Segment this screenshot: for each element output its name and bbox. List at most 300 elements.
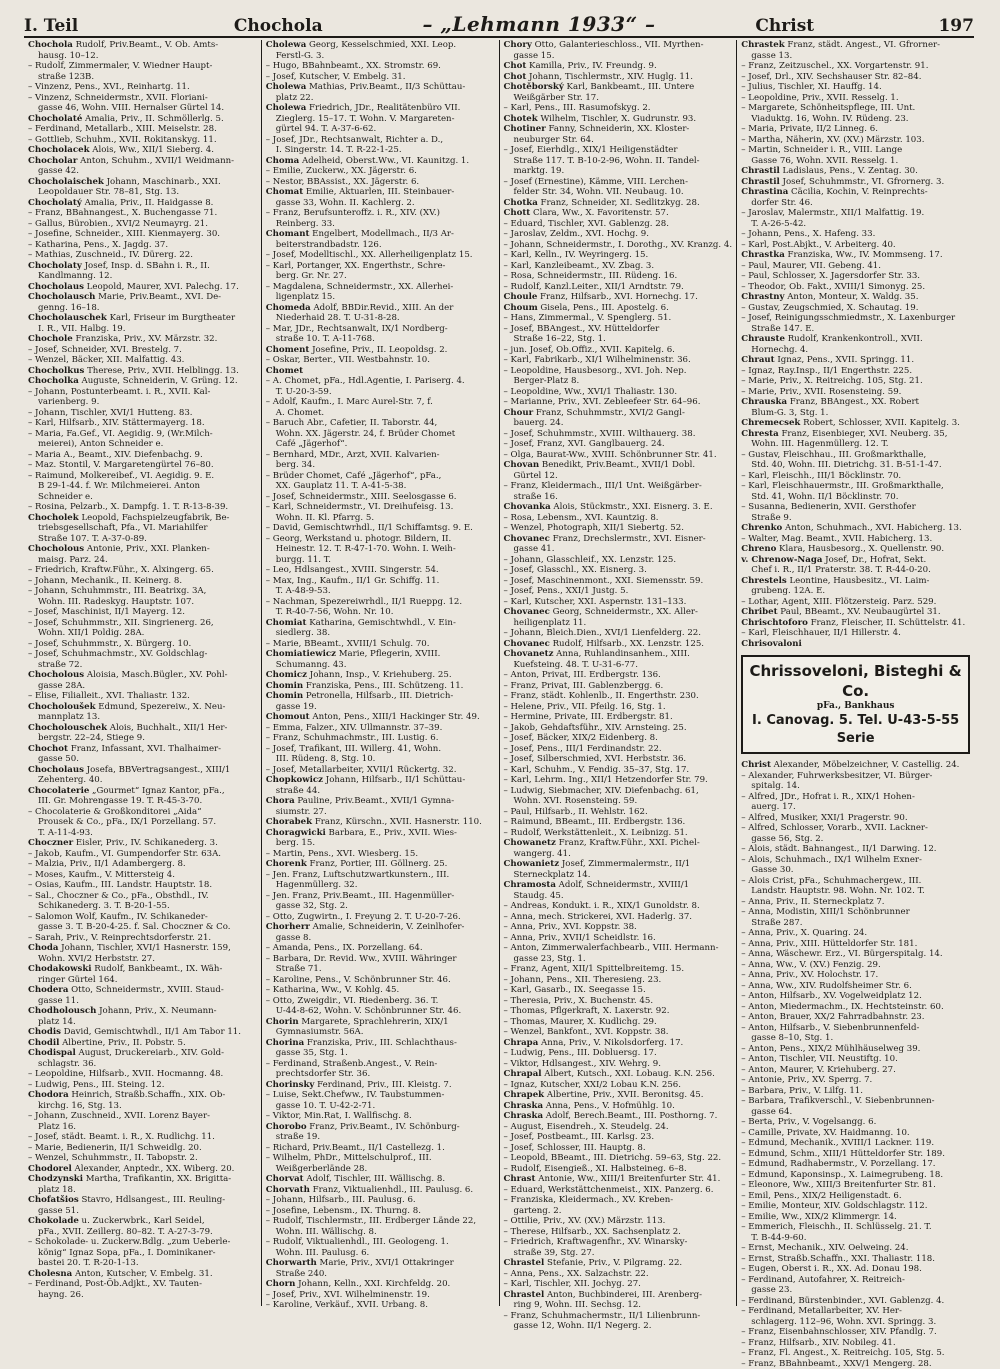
directory-entry-line: Choczner Eisler, Priv., IV. Schikanederg. 3. <box>28 838 257 849</box>
directory-entry-line: Wohn. XX. Jägerstr. 24, f. Brüder Chomet <box>266 429 495 440</box>
directory-entry-line: Chodispal August, Druckereiarb., XIV. Gold- <box>28 1048 257 1059</box>
directory-entry-line: Gymnasiumstr. 56A. <box>266 1027 495 1038</box>
directory-entry-line: – Barbara, Trafikverschl., V. Siebenbrunnen- <box>741 1096 970 1107</box>
directory-entry-line: – Josef, JDr., Rechtsanwalt, Richter a. D., <box>266 135 495 146</box>
directory-entry-line: – Eduard, Tischler, XVI. Gablenzg. 28. <box>504 219 733 230</box>
directory-entry-line: T. A-11-4-93. <box>28 828 257 839</box>
directory-entry-line: Chocholka Auguste, Schneiderin, V. Grüng. 12. <box>28 376 257 387</box>
directory-entry-line: – Alfred, Schlosser, Vorarb., XVII. Lackner- <box>741 823 970 834</box>
directory-entry-line: – Karl, Fleischh., III/1 Böcklinstr. 70. <box>741 471 970 482</box>
directory-entry-line: – Thomas, Maurer, X. Kudlichg. 29. <box>504 1017 733 1028</box>
directory-entry-line: gasse 41. <box>504 544 733 555</box>
directory-entry-line: – Johann, Bleich.Dien., XVI/1 Lienfelderg. 22. <box>504 628 733 639</box>
directory-entry-line: – Josef, Maschinist, II/1 Mayerg. 12. <box>28 607 257 618</box>
directory-entry-line: – Rudolf, Kanzl.Leiter., XII/1 Arndtstr. 79. <box>504 282 733 293</box>
directory-entry-line: – Alfred, JDr., Hofrat i. R., XIX/1 Hohen- <box>741 792 970 803</box>
directory-entry-line: – Josef, Drl., XIV. Sechshauser Str. 82–84. <box>741 72 970 83</box>
directory-entry-line: Chotek Wilhelm, Tischler, X. Gudrunstr. 93. <box>504 114 733 125</box>
directory-entry-line: Chocholacek Alois, Ww., XII/1 Sieberg. 4. <box>28 145 257 156</box>
directory-entry-line: – Amanda, Pens., IX. Porzellang. 64. <box>266 943 495 954</box>
directory-entry-line: – Vinzenz, Schneidermstr., XVII. Floriani- <box>28 93 257 104</box>
directory-entry-line: gasse 8–10, Stg. 1. <box>741 1033 970 1044</box>
directory-entry-line: Chomin Franziska, Pens., III. Schützeng. 11. <box>266 681 495 692</box>
advertisement-address: I. Canovag. 5. Tel. U-43-5-55 Serie <box>745 712 966 748</box>
directory-entry-line: spitalg. 14. <box>741 781 970 792</box>
directory-entry-line: Chomin Petronella, Hilfsarb., III. Dietrich- <box>266 691 495 702</box>
directory-entry-line: Choma Adelheid, Oberst.Ww., VI. Kaunitzg. 1. <box>266 156 495 167</box>
directory-entry-line: – Viktor, Min.Rat, I. Wallfischg. 8. <box>266 1111 495 1122</box>
directory-entry-line: Choda Johann, Tischler, XVI/1 Hasnerstr. 159, <box>28 943 257 954</box>
directory-entry-line: – Karl, Fabrikarb., XI/1 Wilhelminenstr. 36. <box>504 355 733 366</box>
directory-entry-line: – Gustav, Zeugschmied, X. Schautag. 19. <box>741 303 970 314</box>
directory-entry-line: III. Gr. Mohrengasse 19. T. R-45-3-70. <box>28 796 257 807</box>
directory-entry-line: – Leopold, BBeamt., III. Dietrichg. 59–63, Stg. 22. <box>504 1153 733 1164</box>
directory-entry-line: – Josef, Schlosser, III. Hauptg. 8. <box>504 1143 733 1154</box>
directory-entry-line: – Ernst, Mechanik., XIV. Oelweing. 24. <box>741 1243 970 1254</box>
directory-entry-line: – Franz, Schuhmachermstr., II/1 Lilienbrunn- <box>504 1311 733 1322</box>
directory-entry-line: Chrastka Franziska, Ww., IV. Mommseng. 17. <box>741 250 970 261</box>
directory-entry-line: – Josef, Schneider, XVI. Brestelg. 7. <box>28 345 257 356</box>
directory-entry-line: Chrast Antonie, Ww., XIII/1 Breitenfurter Str. 41. <box>504 1174 733 1185</box>
directory-entry-line: Chomiatiewicz Marie, Pflegerin, XVIII. <box>266 649 495 660</box>
directory-entry-line: Chot Kamilla, Priv., IV. Freundg. 9. <box>504 61 733 72</box>
directory-entry-line: Wohn. XII/1 Poldig. 28A. <box>28 628 257 639</box>
directory-entry-line: – Otto, Zugwirtn., I. Freyung 2. T. U-20-7-26. <box>266 912 495 923</box>
directory-entry-line: – Martin, Pens., XVI. Wiesberg. 15. <box>266 849 495 860</box>
directory-entry-line: – Walter, Mag. Beamt., XVII. Habicherg. 13. <box>741 534 970 545</box>
directory-entry-line: Chraska Adolf, Berech.Beamt., III. Posthorng. 7. <box>504 1111 733 1122</box>
directory-entry-line: – Friedrich, Kraftw.Führ., X. Alxingerg. 65. <box>28 565 257 576</box>
directory-entry-line: dorfer Str. 46. <box>741 198 970 209</box>
directory-entry-line: Landstr. Hauptstr. 98. Wohn. Nr. 102. T. <box>741 886 970 897</box>
directory-entry-line: bauerg. 24. <box>504 418 733 429</box>
directory-entry-line: siumstr. 27. <box>266 807 495 818</box>
directory-entry-line: schlagerg. 112–96, Wohn. XVI. Springg. 3. <box>741 1317 970 1328</box>
directory-entry-line: – Josef, Silberschmied, XVI. Herbststr. 36. <box>504 754 733 765</box>
directory-entry-line: garteng. 2. <box>504 1206 733 1217</box>
directory-entry-line: – Maria, Private, II/2 Linneg. 6. <box>741 124 970 135</box>
directory-entry-line: Schikanederg. 3. T. B-20-1-55. <box>28 901 257 912</box>
directory-entry-line: – Josef, Kutscher, V. Embelg. 31. <box>266 72 495 83</box>
directory-entry-line: Chomant Engelbert, Modellmach., II/3 Ar- <box>266 229 495 240</box>
directory-entry-line: Chour Franz, Schuhmmstr., XVI/2 Gangl- <box>504 408 733 419</box>
directory-entry-line: Chrastel Anton, Buchbinderei, III. Arenberg- <box>504 1290 733 1301</box>
directory-entry-line: Chocholous Antonie, Priv., XXI. Planken- <box>28 544 257 555</box>
directory-entry-line: – Karl, Post.Abjkt., V. Arbeiterg. 40. <box>741 240 970 251</box>
directory-entry-line: – Jaroslav, Malermstr., XII/1 Malfattig. 19. <box>741 208 970 219</box>
directory-entry-line: T. B-44-9-60. <box>741 1233 970 1244</box>
directory-entry-line: Chocholar Anton, Schuhm., XVII/1 Weidmann- <box>28 156 257 167</box>
directory-entry-line: I. R., VII. Halbg. 19. <box>28 324 257 335</box>
directory-entry-line: – Josef, städt. Beamt. i. R., X. Rudlichg. 11. <box>28 1132 257 1143</box>
directory-entry-line: Cholewa Georg, Kesselschmied, XXI. Leop. <box>266 40 495 51</box>
directory-entry-line: – Schokolade- u. Zuckerw.Bdlg. „zum Ueberle- <box>28 1237 257 1248</box>
directory-entry-line: Chott Clara, Ww., X. Favoritenstr. 57. <box>504 208 733 219</box>
directory-entry-line: – Karl, Schneidermstr., VI. Dreihufeisg. 13. <box>266 502 495 513</box>
directory-entry-line: Leopoldauer Str. 78–81, Stg. 13. <box>28 187 257 198</box>
directory-entry-line: Chorobo Franz, Priv.Beamt., IV. Schönburg- <box>266 1122 495 1133</box>
directory-entry-line: – Leopoldine, Ww., XVI/1 Thaliastr. 130. <box>504 387 733 398</box>
directory-entry-line: – Barbara, Priv., V. Lilfg. 11. <box>741 1086 970 1097</box>
directory-entry-line: Chorvath Franz, Viktualienhdl., III. Paulusg. 6. <box>266 1185 495 1196</box>
directory-entry-line: – Otto, Zweigdir., VI. Riedenberg. 36. T. <box>266 996 495 1007</box>
directory-entry-line: – Franz, BBahnangest., X. Buchengasse 71. <box>28 208 257 219</box>
directory-entry-line: gasse 15. <box>504 51 733 62</box>
directory-entry-line: – Leopoldine, Hilfsarb., XVII. Hocmanng. 48. <box>28 1069 257 1080</box>
directory-entry-line: – Anna, mech. Strickerei, XVI. Haderlg. 37. <box>504 912 733 923</box>
directory-entry-line: siedlerg. 38. <box>266 628 495 639</box>
directory-entry-line: Chodera Otto, Schneidermstr., XVIII. Staud- <box>28 985 257 996</box>
directory-column-4 <box>737 40 974 1306</box>
directory-entry-line: Chodholousch Johann, Priv., X. Neumann- <box>28 1006 257 1017</box>
directory-entry-line: – Marie, Priv., X. Reitreichg. 105, Stg. 21. <box>741 376 970 387</box>
directory-entry-line: T. U-20-3-59. <box>266 387 495 398</box>
directory-entry-line: XX. Gauplatz 11. T. A-41-5-38. <box>266 481 495 492</box>
directory-entry-line: – Maria, Fa.Gef., VI. Aegidig. 9, (Wr.Milch- <box>28 429 257 440</box>
directory-entry-line: – Josef, Schuhmmstr., XII. Singrienerg. 26, <box>28 618 257 629</box>
directory-entry-line: – Marianne, Priv., XVI. Zebleefeer Str. 64–96. <box>504 397 733 408</box>
directory-entry-line: – Josef, Bäcker, XIX/2 Eidenberg. 8. <box>504 733 733 744</box>
directory-entry-line: – Anna, Priv., II. Sterneckplatz 7. <box>741 897 970 908</box>
directory-entry-line: Weißgerberlände 28. <box>266 1164 495 1175</box>
directory-entry-line: – Jen. Franz, Priv.Beamt., III. Hagenmüller- <box>266 891 495 902</box>
directory-entry-line: Staudg. 45. <box>504 891 733 902</box>
directory-entry-line: Chofatšios Stavro, Hdlsangest., III. Reuling- <box>28 1195 257 1206</box>
directory-entry-line: Chodzynski Martha, Trafikantin, XX. Brigitta- <box>28 1174 257 1185</box>
directory-entry-line: straße 123B. <box>28 72 257 83</box>
directory-column-1 <box>24 40 262 1306</box>
directory-entry-line: – Ludwig, Pens., III. Dobluersg. 17. <box>504 1048 733 1059</box>
directory-entry-line: – Oskar, Berter., VII. Westbahnstr. 10. <box>266 355 495 366</box>
directory-entry-line: gasse 51. <box>28 1206 257 1217</box>
directory-entry-line: – Emilie, Zuckerw., XX. Jägerstr. 6. <box>266 166 495 177</box>
directory-columns <box>24 40 974 1306</box>
directory-entry-line: platz 22. <box>266 93 495 104</box>
directory-entry-line: – Susanna, Bedienerin, XVII. Gersthofer <box>741 502 970 513</box>
directory-entry-line: wangerg. 41. <box>504 849 733 860</box>
directory-entry-line: – Karl, Lehrm. Ing., XII/1 Hetzendorfer Str. 79. <box>504 775 733 786</box>
directory-entry-line: – Anton, Hilfsarb., V. Siebenbrunnenfeld- <box>741 1023 970 1034</box>
directory-entry-line: – Ferdinand, Metallarbeiter, XV. Her- <box>741 1306 970 1317</box>
directory-entry-line: marktg. 19. <box>504 166 733 177</box>
directory-entry-line: Chotiner Fanny, Schneiderin, XX. Kloster- <box>504 124 733 135</box>
directory-entry-line: – Magdalena, Schneidermstr., XX. Allerhei- <box>266 282 495 293</box>
directory-entry-line: – Karl, Tischler, XII. Jochyg. 27. <box>504 1279 733 1290</box>
directory-entry-line: – Franz, Hilfsarb., XIV. Nobileg. 41. <box>741 1338 970 1349</box>
directory-entry-line: – Leopoldine, Hausbesorg., XVI. Joh. Nep. <box>504 366 733 377</box>
directory-entry-line: gasse 10. T. U-42-2-71. <box>266 1101 495 1112</box>
directory-entry-line: Chreno Klara, Hausbesorg., X. Quellenstr. 90. <box>741 544 970 555</box>
advertisement-name: Chrissoveloni, Bisteghi & Co. <box>745 661 966 701</box>
directory-entry-line: straße 44. <box>266 786 495 797</box>
directory-entry-line: – Gustav, Fleischhau., III. Großmarkthalle, <box>741 450 970 461</box>
directory-entry-line: – Karl, Kelln., IV. Weyringerg. 15. <box>504 250 733 261</box>
directory-entry-line: – Alfred, Musiker, XXI/1 Pragerstr. 90. <box>741 813 970 824</box>
directory-entry-line: genng. 16–18. <box>28 303 257 314</box>
directory-entry-line: – Josef, Modelltischl., XX. Allerheiligenplatz 15. <box>266 250 495 261</box>
directory-entry-line: – Max, Ing., Kaufm., II/1 Gr. Schiffg. 11. <box>266 576 495 587</box>
directory-entry-line: – Edmund, Mechanik., XVIII/1 Lackner. 119. <box>741 1138 970 1149</box>
directory-entry-line: – Josef, Schuhmmstr., X. Bürgerg. 10. <box>28 639 257 650</box>
directory-entry-line: platz 18. <box>28 1185 257 1196</box>
directory-entry-line: Wohn. II. Kl. Pfarrg. 5. <box>266 513 495 524</box>
directory-entry-line: – Ottilie, Priv., XV. (XV.) Märzstr. 113. <box>504 1216 733 1227</box>
directory-entry-line: – Antonie, Priv., XV. Sperrg. 7. <box>741 1075 970 1086</box>
directory-entry-line: gasse 23. <box>741 1285 970 1296</box>
directory-entry-line: – Karoline, Verkäuf., XVII. Urbang. 8. <box>266 1300 495 1311</box>
directory-entry-line: – Theodor, Ob. Fakt., XVIII/1 Simonyg. 25. <box>741 282 970 293</box>
directory-entry-line: – Jakob, Gehdaftsführ., XIV. Arnsteing. 25. <box>504 723 733 734</box>
directory-entry-line: Chovanec Rudolf, Hilfsarb., XX. Lenzstr. 125. <box>504 639 733 650</box>
directory-entry-line: – Ludwig, Siebmacher, XIV. Diefenbachg. 61, <box>504 786 733 797</box>
directory-entry-line: Chrestels Leontine, Hausbesitz., VI. Laim- <box>741 576 970 587</box>
directory-entry-line: platz 14. <box>28 1017 257 1028</box>
directory-entry-line: Heinestr. 12. T. R-47-1-70. Wohn. I. Weih- <box>266 544 495 555</box>
directory-entry-line: I. Singerstr. 14. T. R-22-1-25. <box>266 145 495 156</box>
directory-entry-line: Chorwarth Marie, Priv., XVI/1 Ottakringer <box>266 1258 495 1269</box>
directory-entry-line: Chrapek Albertine, Priv., XVII. Beronitsg. 45. <box>504 1090 733 1101</box>
directory-entry-line: – Rudolf, Zimmermaler, V. Wiedner Haupt- <box>28 61 257 72</box>
directory-entry-line: – Ignaz, Kutscher, XXI/2 Lobau K.N. 256. <box>504 1080 733 1091</box>
directory-entry-line: – Anna, Priv., XVI. Koppstr. 38. <box>504 922 733 933</box>
directory-entry-line: pFa., XVII. Zeillerg. 80–82. T. A-27-3-79. <box>28 1227 257 1238</box>
directory-entry-line: Chrisovaloni <box>741 639 970 650</box>
directory-entry-line: – Rudolf, Tischlermstr., III. Erdberger Lände 22, <box>266 1216 495 1227</box>
directory-entry-line: – David, Gemischtwrhdl., II/1 Schiffamtsg. 9. E. <box>266 523 495 534</box>
directory-entry-line: Chot Johann, Tischlermstr., XIV. Huglg. 11. <box>504 72 733 83</box>
directory-entry-line: – Anton, Privat, III. Erdbergstr. 136. <box>504 670 733 681</box>
directory-entry-line: – Ferdinand, Post-Öb.Adjkt., XV. Tauten- <box>28 1279 257 1290</box>
directory-entry-line: Chochole Franziska, Priv., XV. Märzstr. 32. <box>28 334 257 345</box>
directory-entry-line: – Anton, Pens., XIX/2 Mühlhäuselweg 39. <box>741 1044 970 1055</box>
directory-entry-line: Chomiat Katharina, Gemischtwhdl., V. Ein- <box>266 618 495 629</box>
directory-entry-line: – jun. Josef, Ob.Offiz., XVII. Kapitelg. 6. <box>504 345 733 356</box>
directory-entry-line: Chora Pauline, Priv.Beamt., XVII/1 Gymna- <box>266 796 495 807</box>
directory-entry-line: – Gallus, Bürobien., XVI/2 Neumayrg. 21. <box>28 219 257 230</box>
directory-entry-line: Chovanka Alois, Stückmstr., XXI. Eisnerg. 3. E. <box>504 502 733 513</box>
directory-entry-line: ring 9, Wohn. III. Sechsg. 12. <box>504 1300 733 1311</box>
directory-entry-line: Chrauska Franz, BBAngest., XX. Robert <box>741 397 970 408</box>
directory-entry-line: Straße 240. <box>266 1269 495 1280</box>
directory-entry-line: – Karl, Fleischhauer, II/1 Hillerstr. 4. <box>741 628 970 639</box>
directory-entry-line: – Franz, BBahnbeamt., XXV/1 Mengerg. 28. <box>741 1359 970 1369</box>
directory-entry-line: – Georg, Werkstand u. photogr. Bildern, II. <box>266 534 495 545</box>
directory-entry-line: – Josef, Franz, XVI. Ganglbauerg. 24. <box>504 439 733 450</box>
directory-entry-line: Chribet Paul, BBeamt., XV. Neubaugürtel 31. <box>741 607 970 618</box>
directory-entry-line: Wohn. III. Paulusg. 6. <box>266 1248 495 1259</box>
directory-entry-line: – Franz, Eisenbahnschlosser, XIV. Pfandlg. 7. <box>741 1327 970 1338</box>
directory-entry-line: – Ignaz, Ray.Insp., II/1 Engerthstr. 225. <box>741 366 970 377</box>
directory-entry-line: – Maria A., Beamt., XIV. Diefenbachg. 9. <box>28 450 257 461</box>
directory-entry-line: Chorn Johann, Kelln., XXI. Kirchfeldg. 20. <box>266 1279 495 1290</box>
directory-entry-line: Gürtel 12. <box>504 471 733 482</box>
directory-entry-line: gasse 64. <box>741 1107 970 1118</box>
directory-entry-line: – Ferdinand, Straßenb.Angest., V. Rein- <box>266 1059 495 1070</box>
directory-entry-line: – Olga, Baurat-Ww., XVIII. Schönbrunner Str. 41. <box>504 450 733 461</box>
directory-entry-line: beiterstrandbadstr. 126. <box>266 240 495 251</box>
directory-entry-line: straße 19. <box>266 1132 495 1143</box>
directory-entry-line: – Josef, BBAngest., XV. Hütteldorfer <box>504 324 733 335</box>
directory-entry-line: – Hermine, Private, III. Erdbergstr. 81. <box>504 712 733 723</box>
directory-entry-line: – Anna, Wäschewr. Erz., VI. Bürgerspitalg. 14. <box>741 949 970 960</box>
directory-entry-line: – Marie, Priv., XVII. Rosensteing. 59. <box>741 387 970 398</box>
directory-entry-line: könig“ Ignaz Sopa, pFa., I. Dominikaner- <box>28 1248 257 1259</box>
directory-entry-line: gasse 28A. <box>28 681 257 692</box>
directory-entry-line: T. A-48-9-53. <box>266 586 495 597</box>
directory-entry-line: berg. 15. <box>266 838 495 849</box>
directory-entry-line: – Josef, Metallarbeiter, XVII/1 Rückertg. 32. <box>266 765 495 776</box>
directory-entry-line: bergstr. 22–24, Stiege 9. <box>28 733 257 744</box>
directory-entry-line: – Johann, Pens., X. Hafeng. 33. <box>741 229 970 240</box>
directory-entry-line: Chokolade u. Zuckerwbrk., Karl Seidel, <box>28 1216 257 1227</box>
directory-entry-line: Straße 147. E. <box>741 324 970 335</box>
directory-entry-line: – Viktor, Hdlsangest., XIV. Wehrg. 9. <box>504 1059 733 1070</box>
directory-entry-line: – Anna, Priv., X. Quaring. 24. <box>741 928 970 939</box>
directory-entry-line: Chodil Albertine, Priv., II. Pobstr. 5. <box>28 1038 257 1049</box>
directory-entry-line: – Johann, Pens., XII. Theresieng. 23. <box>504 975 733 986</box>
directory-entry-line: – Franz, Fl. Angest., X. Reitreichg. 105, Stg. 5. <box>741 1348 970 1359</box>
directory-entry-line: – Franz, Privat, III. Gablenzbergg. 6. <box>504 681 733 692</box>
directory-entry-line: Std. 40, Wohn. III. Dietrichg. 31. B-51-1-47. <box>741 460 970 471</box>
directory-entry-line: – Anna, Ww., XIV. Rudolfsheimer Str. 6. <box>741 981 970 992</box>
directory-entry-line: – Eleonore, Ww., XIII/3 Breitenfurter Str. 81. <box>741 1180 970 1191</box>
directory-entry-line: Chramosta Adolf, Schneidermstr., XVIII/1 <box>504 880 733 891</box>
directory-entry-line: Berger-Platz 8. <box>504 376 733 387</box>
directory-entry-line: Gasse 30. <box>741 865 970 876</box>
directory-entry-line: gasse 11. <box>28 996 257 1007</box>
page-header <box>24 8 974 38</box>
directory-entry-line: – Martha, Näherin, XV. (XV.) Märzstr. 103. <box>741 135 970 146</box>
directory-entry-line: – Karl, Fleischhauermstr., III. Großmarkthalle, <box>741 481 970 492</box>
directory-entry-line: grubeng. 12A. E. <box>741 586 970 597</box>
directory-entry-line: straße 72. <box>28 660 257 671</box>
directory-entry-line: Chraska Anna, Pens., V. Hofmühlg. 10. <box>504 1101 733 1112</box>
directory-entry-line: Chodakowski Rudolf, Bankbeamt., IX. Wäh- <box>28 964 257 975</box>
directory-entry-line: – Adolf, Kaufm., I. Marc Aurel-Str. 7, f. <box>266 397 495 408</box>
directory-entry-line: Chorina Franziska, Priv., III. Schlachthaus- <box>266 1038 495 1049</box>
directory-entry-line: Sterneckplatz 14. <box>504 870 733 881</box>
directory-entry-line: neuburger Str. 64. <box>504 135 733 146</box>
directory-entry-line: Straße 107. T. A-37-0-89. <box>28 534 257 545</box>
directory-entry-line: v. Chrenow-Naga Josef, Dr., Hofrat, Sekt. <box>741 555 970 566</box>
bank-advertisement <box>741 655 970 754</box>
directory-entry-line: Chocholoušek Edmund, Spezereiw., X. Neu- <box>28 702 257 713</box>
directory-entry-line: – Osias, Kaufm., III. Landstr. Hauptstr. 18. <box>28 880 257 891</box>
directory-entry-line: – Chocolaterie & Großkonditorei „Aida“ <box>28 807 257 818</box>
directory-entry-line: – Julius, Tischler, XI. Hauffg. 14. <box>741 82 970 93</box>
directory-entry-line: – Paul, Maurer, VII. Gebeng. 41. <box>741 261 970 272</box>
directory-entry-line: Chremecsek Robert, Schlosser, XVII. Kapitelg. 3. <box>741 418 970 429</box>
directory-entry-line: – Anton, Brauer, XX/2 Fahrradbahnstr. 23. <box>741 1012 970 1023</box>
directory-entry-line: – Jakob, Kaufm., VI. Gumpendorfer Str. 63A. <box>28 849 257 860</box>
directory-entry-line: – Johann, Tischler, XVI/1 Hutteng. 83. <box>28 408 257 419</box>
directory-entry-line: – Rosa, Schneidermstr., III. Rüdeng. 16. <box>504 271 733 282</box>
directory-entry-line: gasse 19. <box>266 702 495 713</box>
directory-entry-line: Chorherr Amalie, Schneiderin, V. Zeinlhofer- <box>266 922 495 933</box>
directory-entry-line: Wohn. XVI. Rosensteing. 59. <box>504 796 733 807</box>
directory-entry-line: Prousek & Co., pFa., IX/1 Porzellang. 57. <box>28 817 257 828</box>
directory-entry-line: – Rosa, Lebensm., XVI. Kauntzig. 8. <box>504 513 733 524</box>
directory-entry-line: Chrastel Stefanie, Priv., V. Pilgramg. 22. <box>504 1258 733 1269</box>
directory-entry-line: maisg. Parz. 24. <box>28 555 257 566</box>
directory-entry-line: – Josef, Pens., XXI/1 Justg. 5. <box>504 586 733 597</box>
directory-entry-line: – Ernst, Straßb.Schaffn., XXI. Thaliastr. 118. <box>741 1254 970 1265</box>
directory-entry-line: gürtel 94. T. A-37-6-62. <box>266 124 495 135</box>
directory-entry-line: Chorenk Franz, Portier, III. Göllnerg. 25. <box>266 859 495 870</box>
directory-entry-line: – Karl, Gasarb., IX. Seegasse 15. <box>504 985 733 996</box>
directory-entry-line: – Alois, Schuhmach., IX/1 Wilhelm Exner- <box>741 855 970 866</box>
directory-entry-line: – Anna, Priv., XIII. Hütteldorfer Str. 181. <box>741 939 970 950</box>
directory-entry-line: Christ Alexander, Möbelzeichner, V. Castellig. 24. <box>741 760 970 771</box>
directory-entry-line: – Karl, Kanzleibeamt., XV. Zbag. 3. <box>504 261 733 272</box>
directory-entry-line: – Mathias, Zuschneid., IV. Dürerg. 22. <box>28 250 257 261</box>
directory-entry-line: – Franz, städt. Kohlenlb., II. Engerthstr. 230. <box>504 691 733 702</box>
directory-entry-line: – Raimund, Molkereibef., VI. Aegidig. 9. E. <box>28 471 257 482</box>
directory-entry-line: Hagenmüllerg. 32. <box>266 880 495 891</box>
directory-entry-line: – Franz, Schuhmachmstr., III. Lustig. 6. <box>266 733 495 744</box>
directory-entry-line: Platz 16. <box>28 1122 257 1133</box>
directory-entry-line: schlagstr. 36. <box>28 1059 257 1070</box>
directory-entry-line: – Edmund, Kaponsinsp., X. Laimegrubeng. 18. <box>741 1170 970 1181</box>
directory-entry-line: – Hugo, BBahnbeamt., XX. Stromstr. 69. <box>266 61 495 72</box>
directory-entry-line: – Emma, Falzer., XIV. Ullmannstr. 37–39. <box>266 723 495 734</box>
directory-entry-line: – Emilie, Monteur, XIV. Goldschlagstr. 112. <box>741 1201 970 1212</box>
directory-entry-line: Chocholauschek Karl, Friseur im Burgtheater <box>28 313 257 324</box>
directory-entry-line: Chopkowicz Johann, Hilfsarb., II/1 Schüttau- <box>266 775 495 786</box>
directory-entry-line: – Brüder Chomet, Café „Jägerhof“, pFa., <box>266 471 495 482</box>
directory-entry-line: Chotěborský Karl, Bankbeamt., III. Untere <box>504 82 733 93</box>
directory-entry-line: – Emil, Pens., XIX/2 Heiligenstadt. 6. <box>741 1191 970 1202</box>
directory-entry-line: – A. Chomet, pFa., Hdl.Agentie, I. Pariserg. 4. <box>266 376 495 387</box>
directory-entry-line: Wohn. III. Wällischg. 8. <box>266 1227 495 1238</box>
directory-entry-line: Chomeda Adolf, BBDir.Revid., XIII. An der <box>266 303 495 314</box>
directory-entry-line: – Josef, Schuhmachmstr., XV. Goldschlag- <box>28 649 257 660</box>
directory-entry-line: – Edmund, Schm., XIII/1 Hütteldorfer Str. 189. <box>741 1149 970 1160</box>
directory-entry-line: – Rosina, Pelzarb., X. Dampfg. 1. T. R-13-8-39. <box>28 502 257 513</box>
directory-entry-line: Chocholaus Josefa, BBVertragsangest., XIII/1 <box>28 765 257 776</box>
directory-entry-line: Chrenko Anton, Schuhmach., XVI. Habicherg. 13. <box>741 523 970 534</box>
advertisement-subtitle: pFa., Bankhaus <box>745 701 966 712</box>
header-title: – „Lehmann 1933“ – <box>422 12 655 36</box>
directory-entry-line: Wohn. III. Radeskyg. Hauptstr. 107. <box>28 597 257 608</box>
directory-entry-line: – Katharina, Ww., V. Kohlg. 45. <box>266 985 495 996</box>
directory-entry-line: Straße 16–22, Stg. 1. <box>504 334 733 345</box>
directory-entry-line: – Maz. Stontil, V. Margaretengürtel 76–80. <box>28 460 257 471</box>
directory-entry-line: – Josef, Pens., III/1 Ferdinandstr. 22. <box>504 744 733 755</box>
directory-entry-line: Chorin Margarete, Sprachlehrerin, XIX/1 <box>266 1017 495 1028</box>
directory-entry-line: gasse 56, Stg. 2. <box>741 834 970 845</box>
directory-entry-line: Gasse 76, Wohn. XVII. Resselg. 1. <box>741 156 970 167</box>
directory-entry-line: – Josef, Trafikant, III. Willerg. 41, Wohn. <box>266 744 495 755</box>
directory-entry-line: – Friedrich, Kraftwagenfhr., XV. Winarsky- <box>504 1237 733 1248</box>
directory-entry-line: – Karl, Hilfsarb., XIV. Stättermayerg. 18. <box>28 418 257 429</box>
directory-entry-line: – Wilhelm, PhDr., Mittelschulprof., III. <box>266 1153 495 1164</box>
directory-entry-line: – Andreas, Kondukt. i. R., XIX/1 Gunoldstr. 8. <box>504 901 733 912</box>
directory-entry-line: – Johann, Glasschleif., XX. Lenzstr. 125. <box>504 555 733 566</box>
directory-entry-line: – Sal., Choczner & Co., pFa., Obsthdl., IV. <box>28 891 257 902</box>
directory-entry-line: – Raimund, BBeamt., III. Erdbergstr. 136. <box>504 817 733 828</box>
directory-entry-line: Chorinsky Ferdinand, Priv., III. Kleistg. 7. <box>266 1080 495 1091</box>
directory-entry-line: – Therese, Hilfsarb., XX. Sachsenplatz 2. <box>504 1227 733 1238</box>
directory-entry-line: Chodora Heinrich, Straßb.Schaffn., XIX. Ob- <box>28 1090 257 1101</box>
directory-entry-line: – Josefine, Lebensm., IX. Thurng. 8. <box>266 1206 495 1217</box>
directory-entry-line: – Wenzel, Bäcker, XII. Malfattig. 43. <box>28 355 257 366</box>
directory-entry-line: berg. 34. <box>266 460 495 471</box>
directory-entry-line: Kandlmanng. 12. <box>28 271 257 282</box>
directory-entry-line: Chodorel Alexander, Anptedr., XX. Wiberg. 20. <box>28 1164 257 1175</box>
directory-entry-line: Cholewa Friedrich, JDr., Realitätenbüro VII. <box>266 103 495 114</box>
directory-entry-line: – Josef, Postbeamt., III. Karlsg. 23. <box>504 1132 733 1143</box>
